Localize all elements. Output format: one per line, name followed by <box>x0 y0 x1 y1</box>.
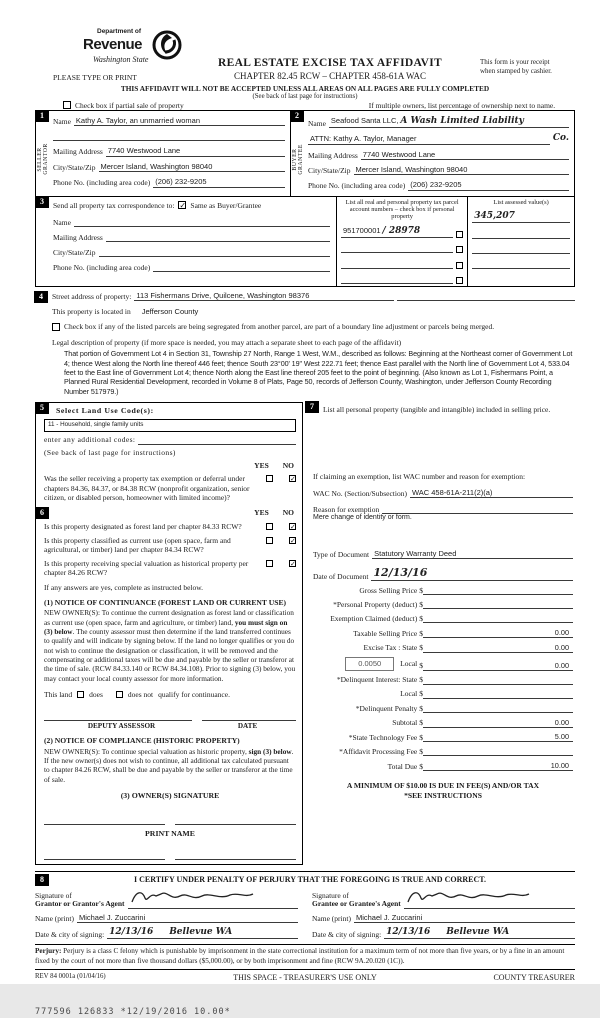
notice1-paragraph <box>44 608 296 683</box>
notice2-post: . If the new owner(s) does not wish to continue, all additional tax calculated pursuant to chapter 84.26 RCW, shall be due and payable by the seller or transferor at the time of sale. <box>44 746 294 784</box>
sec6-no-header: NO <box>282 508 294 518</box>
this-land-label: This land <box>44 689 73 699</box>
segregated-checkbox[interactable] <box>52 323 60 331</box>
parcel-field-3[interactable] <box>341 259 453 269</box>
notice1-title: (1) NOTICE OF CONTINUANCE (FOREST LAND OR CURRENT USE) <box>44 597 287 607</box>
logo-line2: Revenue <box>83 36 143 54</box>
print-name-label: PRINT NAME <box>145 828 195 838</box>
corr-mailing-label: Mailing Address <box>53 232 103 242</box>
notice2-title: (2) NOTICE OF COMPLIANCE (HISTORIC PROPERTY) <box>44 736 240 746</box>
logo-line1: Department of <box>97 28 142 35</box>
sec6-yes-header: YES <box>254 508 269 518</box>
buyer-name-typed: Seafood Santa LLC, <box>330 116 399 125</box>
doc-date-label: Date of Document <box>313 571 369 581</box>
grantor-date-city-label: Date & city of signing: <box>35 930 105 940</box>
type-or-print-label: PLEASE TYPE OR PRINT <box>53 73 137 82</box>
exemption-note: If claiming an exemption, list WAC number and reason for exemption: <box>313 472 526 482</box>
rev-number: REV 84 0001a (01/04/16) <box>35 973 106 981</box>
wac-field[interactable]: WAC 458-61A-211(2)(a) <box>410 488 573 498</box>
sale-details-column <box>303 402 575 865</box>
grantee-sig-label1: Signature of <box>312 890 349 900</box>
sec5-see-back: (See back of last page for instructions) <box>44 447 176 457</box>
parcel-field-2[interactable] <box>341 243 453 253</box>
print-name-line-1[interactable] <box>44 852 165 860</box>
parcel-numbers-header: List all real and personal property tax parcel account numbers – check box if personal property <box>345 198 459 221</box>
fee-field-8[interactable] <box>423 703 573 713</box>
deputy-date-label: DATE <box>237 722 258 731</box>
street-address-field[interactable]: 113 Fishermans Drive, Quilcene, Washington 98376 <box>134 291 394 301</box>
same-as-buyer-checkbox[interactable]: ✓ <box>179 201 187 211</box>
sec6-q2-no-checkbox[interactable]: ✓ <box>290 536 296 545</box>
county-treasurer-label: COUNTY TREASURER <box>493 973 575 983</box>
additional-codes-field[interactable] <box>138 435 296 445</box>
grantee-sig-label <box>312 892 401 909</box>
fee-field-0[interactable] <box>423 586 573 596</box>
fee-label-3: Taxable Selling Price <box>353 628 418 638</box>
certification-section <box>35 871 575 939</box>
doc-date-field[interactable]: 12/13/16 <box>371 566 573 581</box>
grantee-signature-block <box>312 889 575 939</box>
minimum-due-note: A MINIMUM OF $10.00 IS DUE IN FEE(S) AND/OR TAX <box>346 781 540 791</box>
deputy-date-line[interactable] <box>202 713 296 721</box>
fee-field-3[interactable]: 0.00 <box>423 628 573 638</box>
street-address-line2[interactable] <box>397 291 575 301</box>
grantor-name-print-label: Name (print) <box>35 913 74 923</box>
corr-phone-field[interactable] <box>153 262 330 272</box>
sec6-note: If any answers are yes, complete as instructed below. <box>44 583 204 593</box>
sec5-q1-yes-checkbox[interactable] <box>266 475 273 482</box>
corr-phone-label: Phone No. (including area code) <box>53 262 151 272</box>
land-use-column <box>35 402 303 865</box>
section2-number: 2 <box>290 110 304 122</box>
receipt-note-line1: This form is your receipt <box>480 58 550 66</box>
corr-city-field[interactable] <box>99 247 331 257</box>
correspondence-label: Send all property tax correspondence to: <box>53 200 175 210</box>
corr-mailing-field[interactable] <box>106 232 330 242</box>
receipt-note-line2: when stamped by cashier. <box>480 66 552 75</box>
fee-field-1[interactable] <box>423 600 573 610</box>
buyer-city-field[interactable]: Mercer Island, Washington 98040 <box>354 165 570 175</box>
same-as-buyer-label: Same as Buyer/Grantee <box>190 200 262 210</box>
sec6-question2: Is this property classified as current use (open space, farm and agricultural, or timber) land per chapter 84.34 RCW? <box>44 535 231 555</box>
grantor-date-city-field[interactable] <box>107 927 298 939</box>
logo-line3: Washington State <box>93 54 149 64</box>
notice1-post: . The county assessor must then determine if the land transferred continues to qualify and will indicate by signing below. If the land no longer qualifies or you do not wish to continue the designation or classification, it will be removed and the compensating or additional taxes will be due and payable by the seller or transferor at the time of sale. (RCW 84.33.140 or RCW 84.34.108). Prior to signing (3) below, you may contact your local county assessor for more information. <box>44 626 296 683</box>
currency-5: $ <box>419 661 423 671</box>
partial-sale-label: Check box if partial sale of property <box>75 101 184 110</box>
partial-sale-checkbox[interactable] <box>63 101 71 109</box>
grantor-signature-field[interactable] <box>128 889 298 908</box>
parcel-checkbox-4[interactable] <box>456 277 463 284</box>
seller-section <box>35 110 291 197</box>
seller-phone-label: Phone No. (including area code) <box>53 178 151 188</box>
land-does-not-checkbox[interactable] <box>116 691 123 698</box>
buyer-name-handwritten2: Co. <box>552 133 569 144</box>
fee-label-5 <box>313 657 419 670</box>
section3-number: 3 <box>35 196 49 208</box>
owner-signature-line-1[interactable] <box>44 817 165 825</box>
form-footer <box>35 973 575 983</box>
currency-9: $ <box>419 718 423 728</box>
seller-side-label <box>37 125 49 194</box>
does-not-label: does not <box>127 689 154 699</box>
seller-name-label: Name <box>53 117 71 126</box>
buyer-mailing-label: Mailing Address <box>308 150 358 160</box>
seller-name-field[interactable]: Kathy A. Taylor, an unmarried woman <box>74 116 285 126</box>
parcel-checkbox-1[interactable] <box>456 231 463 238</box>
see-instructions-note: *SEE INSTRUCTIONS <box>404 790 482 800</box>
sec6-q3-yes-checkbox[interactable] <box>266 560 273 567</box>
notice2-pre: NEW OWNER(S): To continue special valuation as historic property, <box>44 746 249 756</box>
parcel-handwritten: / 28978 <box>382 225 421 236</box>
assessed-values-header: List assessed value(s) <box>493 198 549 206</box>
corr-name-label: Name <box>53 217 71 227</box>
qualify-label: qualify for continuance. <box>158 689 230 699</box>
perjury-notice <box>35 944 575 970</box>
section6-number: 6 <box>35 507 49 519</box>
seller-phone-field[interactable]: (206) 232-9205 <box>153 177 285 187</box>
currency-1: $ <box>419 599 423 609</box>
buyer-word2: GRANTEE <box>298 144 305 175</box>
cashier-stamp: 777596 126833 *12/19/2016 10.00* <box>35 1007 231 1018</box>
form-header <box>35 28 575 110</box>
buyer-section <box>291 110 575 197</box>
receipt-note <box>480 58 575 76</box>
currency-4: $ <box>419 643 423 653</box>
currency-12: $ <box>419 761 423 771</box>
grantor-date-handwritten: 12/13/16 <box>109 927 154 938</box>
property-section <box>35 287 575 398</box>
wac-label: WAC No. (Section/Subsection) <box>313 488 407 498</box>
warning-text: THIS AFFIDAVIT WILL NOT BE ACCEPTED UNLESS ALL AREAS ON ALL PAGES ARE FULLY COMPLETED <box>120 84 490 93</box>
seller-word2: GRANTOR <box>43 143 50 176</box>
fee-label-12: Total Due <box>387 761 418 771</box>
buyer-city-label: City/State/Zip <box>308 165 351 175</box>
grantee-name-print-label: Name (print) <box>312 913 351 923</box>
assessed-field-2[interactable] <box>472 229 570 239</box>
seller-word1: SELLER <box>37 147 43 172</box>
assessed-field-3[interactable] <box>472 244 570 254</box>
buyer-name-label: Name <box>308 118 326 128</box>
fee-label-0: Gross Selling Price <box>359 585 418 595</box>
grantee-signature-field[interactable] <box>404 889 575 908</box>
section4-number: 4 <box>34 291 48 303</box>
fee-field-6[interactable] <box>423 675 573 685</box>
sec6-q3-no-checkbox[interactable]: ✓ <box>290 559 296 568</box>
corr-name-field[interactable] <box>74 217 330 227</box>
street-address-label: Street address of property: <box>52 291 132 301</box>
grantee-date-city-field[interactable] <box>384 927 575 939</box>
buyer-name-handwritten: A Wash Limited Liability <box>400 116 524 126</box>
fee-label-10: *State Technology Fee <box>348 732 418 742</box>
currency-2: $ <box>419 613 423 623</box>
section1-number: 1 <box>35 110 49 122</box>
grantee-sig-label2: Grantee or Grantee's Agent <box>312 899 401 909</box>
fee-field-12[interactable]: 10.00 <box>423 761 573 771</box>
currency-0: $ <box>419 585 423 595</box>
fee-label-11: *Affidavit Processing Fee <box>339 747 418 757</box>
buyer-mailing-field[interactable]: 7740 Westwood Lane <box>361 150 569 160</box>
currency-7: $ <box>419 689 423 699</box>
legal-description-text: That portion of Government Lot 4 in Section 31, Township 27 North, Range 1 West, W.M., described as follows: Beginning at the Northeast corner of Government Lot 4; thence West along the North line thereof 446 feet; thence South 23°00' 19" West 222.71 feet; thence East parallel with the North line of Government Lot 4, 533.04 feet to the East line of Government Lot 4; thence North along the East line thereof 205 feet to the point of beginning. (Also known as Lot 1, Fishermans Point, a Planned Rural Residential Development, recorded in Volume 8 of Plats, Page 50, records of Jefferson County, Washington, under Jefferson County Recording Number 517979.) <box>64 349 573 396</box>
fee-field-5[interactable]: 0.00 <box>423 661 573 671</box>
treasurer-space-label: THIS SPACE - TREASURER'S USE ONLY <box>233 973 377 983</box>
located-in-label: This property is located in <box>52 307 131 317</box>
doc-type-label: Type of Document <box>313 549 370 559</box>
notice2-paragraph <box>44 747 296 784</box>
sec5-no-header: NO <box>282 460 294 470</box>
grantor-sig-label2: Grantor or Grantor's Agent <box>35 899 125 909</box>
seller-name2-field[interactable] <box>53 131 285 141</box>
seller-city-label: City/State/Zip <box>53 162 96 172</box>
doc-type-field[interactable]: Statutory Warranty Deed <box>372 549 573 559</box>
grantee-signature <box>406 889 531 905</box>
owner-signature-line-2[interactable] <box>175 817 296 825</box>
corr-city-label: City/State/Zip <box>53 247 96 257</box>
fee-label-1: *Personal Property (deduct) <box>333 599 418 609</box>
see-back-note: (See back of last page for instructions) <box>252 93 358 100</box>
reason-field[interactable] <box>382 504 573 514</box>
sec5-q1-no-checkbox[interactable]: ✓ <box>290 475 296 484</box>
fee-field-11[interactable] <box>423 747 573 757</box>
fee-label-9: Subtotal <box>392 718 418 728</box>
certify-statement: I CERTIFY UNDER PENALTY OF PERJURY THAT THE FOREGOING IS TRUE AND CORRECT. <box>133 875 486 885</box>
seller-mailing-field[interactable]: 7740 Westwood Lane <box>106 146 285 156</box>
sec6-q1-yes-checkbox[interactable] <box>266 523 273 530</box>
sec5-question1: Was the seller receiving a property tax exemption or deferral under chapters 84.36, 84.37, or 84.38 RCW (nonprofit organization, senior citizen, or disabled person, homeowner with limited income)? <box>44 474 250 503</box>
grantor-sig-label <box>35 892 125 909</box>
deputy-assessor-signature-line[interactable] <box>44 713 192 721</box>
currency-8: $ <box>419 703 423 713</box>
personal-property-label: List all personal property (tangible and intangible) included in selling price. <box>323 405 551 414</box>
fee-label-2: Exemption Claimed (deduct) <box>330 613 418 623</box>
sec6-question3: Is this property receiving special valuation as historical property per chapter 84.26 RCW? <box>44 558 249 577</box>
grantee-city-handwritten: Bellevue WA <box>446 927 510 938</box>
segregated-label: Check box if any of the listed parcels are being segregated from another parcel, are part of a boundary line adjustment or parcels being merged. <box>64 322 495 332</box>
section8-number: 8 <box>35 874 49 886</box>
buyer-side-label <box>292 125 304 194</box>
land-use-code-select[interactable]: 11 - Household, single family units <box>44 419 296 432</box>
fee-field-9[interactable]: 0.00 <box>423 718 573 728</box>
deputy-assessor-label: DEPUTY ASSESSOR <box>87 722 156 731</box>
notice1-pre: NEW OWNER(S): To continue the current designation as forest land or classification as current use (open space, farm and agriculture, or timber) land, <box>44 608 294 627</box>
sec6-question1: Is this property designated as forest land per chapter 84.33 RCW? <box>44 522 242 532</box>
seller-mailing-label: Mailing Address <box>53 147 103 157</box>
currency-3: $ <box>419 628 423 638</box>
fee-label-6: *Delinquent Interest: State <box>336 675 418 685</box>
buyer-phone-field[interactable]: (206) 232-9205 <box>408 180 569 190</box>
land-does-checkbox[interactable] <box>77 691 84 698</box>
grantor-name-print-field[interactable]: Michael J. Zuccarini <box>77 913 298 923</box>
perjury-lead: Perjury: <box>35 947 62 956</box>
fee-label-8: *Delinquent Penalty <box>355 703 418 713</box>
section7-number: 7 <box>305 401 319 413</box>
owners-signature-label: (3) OWNER(S) SIGNATURE <box>120 791 220 800</box>
reason-label: Reason for exemption <box>313 504 380 514</box>
fee-field-4[interactable]: 0.00 <box>423 643 573 653</box>
buyer-word1: BUYER <box>292 148 298 171</box>
fee-label-7: Local <box>400 689 418 699</box>
multiple-owners-note: If multiple owners, list percentage of ownership next to name. <box>368 101 556 110</box>
fee-field-7[interactable] <box>423 689 573 699</box>
currency-10: $ <box>419 732 423 742</box>
reason-value: Mere change of identity or form. <box>313 514 412 522</box>
section5-number: 5 <box>35 402 49 414</box>
grantor-signature-block <box>35 889 298 939</box>
parcel-field-4[interactable] <box>341 274 453 284</box>
parcel-field-1[interactable] <box>341 226 453 238</box>
notice1-bold: you must sign on (3) below <box>44 617 288 636</box>
sec5-yes-header: YES <box>254 460 269 470</box>
grantor-signature <box>130 889 255 905</box>
form-subtitle: CHAPTER 82.45 RCW – CHAPTER 458-61A WAC <box>234 71 426 81</box>
parcel-typed: 951700001 <box>343 225 381 235</box>
sec6-q2-yes-checkbox[interactable] <box>266 537 273 544</box>
print-name-line-2[interactable] <box>175 852 296 860</box>
dor-logo-text <box>83 28 148 65</box>
buyer-attn-field[interactable]: ATTN: Kathy A. Taylor, Manager <box>308 134 550 144</box>
assessed-field-4[interactable] <box>472 259 570 269</box>
notice2-bold: sign (3) below <box>248 746 292 756</box>
perjury-text: Perjury is a class C felony which is punishable by imprisonment in the state correctional institution for a maximum term of not more than five years, or by a fine in an amount fixed by the court of not more than five thousand dollars ($5,000.00), or by both imprisonment and fine (RCW 9A.20.020 (1C)). <box>35 947 565 965</box>
grantee-name-print-field[interactable]: Michael J. Zuccarini <box>354 913 575 923</box>
fee-field-2[interactable] <box>423 614 573 624</box>
land-use-title: Select Land Use Code(s): <box>56 406 154 415</box>
fee-label-5-text: Local <box>400 659 418 669</box>
form-title: REAL ESTATE EXCISE TAX AFFIDAVIT <box>218 57 442 69</box>
sec6-q1-no-checkbox[interactable]: ✓ <box>290 523 296 532</box>
additional-codes-label: enter any additional codes: <box>44 435 136 445</box>
does-label: does <box>89 689 103 699</box>
currency-11: $ <box>419 747 423 757</box>
correspondence-section <box>35 197 575 287</box>
currency-6: $ <box>419 675 423 685</box>
parcel-checkbox-2[interactable] <box>456 246 463 253</box>
local-rate-box: 0.0050 <box>345 657 394 670</box>
personal-property-blank-area[interactable] <box>313 414 573 472</box>
parcel-checkbox-3[interactable] <box>456 262 463 269</box>
grantee-date-city-label: Date & city of signing: <box>312 930 382 940</box>
fee-label-4: Excise Tax : State <box>363 643 418 653</box>
assessed-field-1[interactable]: 345,207 <box>472 211 570 223</box>
grantor-sig-label1: Signature of <box>35 890 72 900</box>
buyer-phone-label: Phone No. (including area code) <box>308 181 406 191</box>
buyer-name-field[interactable] <box>329 116 569 128</box>
located-county-field[interactable]: Jefferson County <box>141 307 199 317</box>
fee-field-10[interactable]: 5.00 <box>423 732 573 742</box>
seller-city-field[interactable]: Mercer Island, Washington 98040 <box>99 162 286 172</box>
grantee-date-handwritten: 12/13/16 <box>386 927 431 938</box>
legal-description-label: Legal description of property (if more space is needed, you may attach a separate sheet to each page of the affidavit) <box>52 337 402 347</box>
grantor-city-handwritten: Bellevue WA <box>169 927 233 938</box>
